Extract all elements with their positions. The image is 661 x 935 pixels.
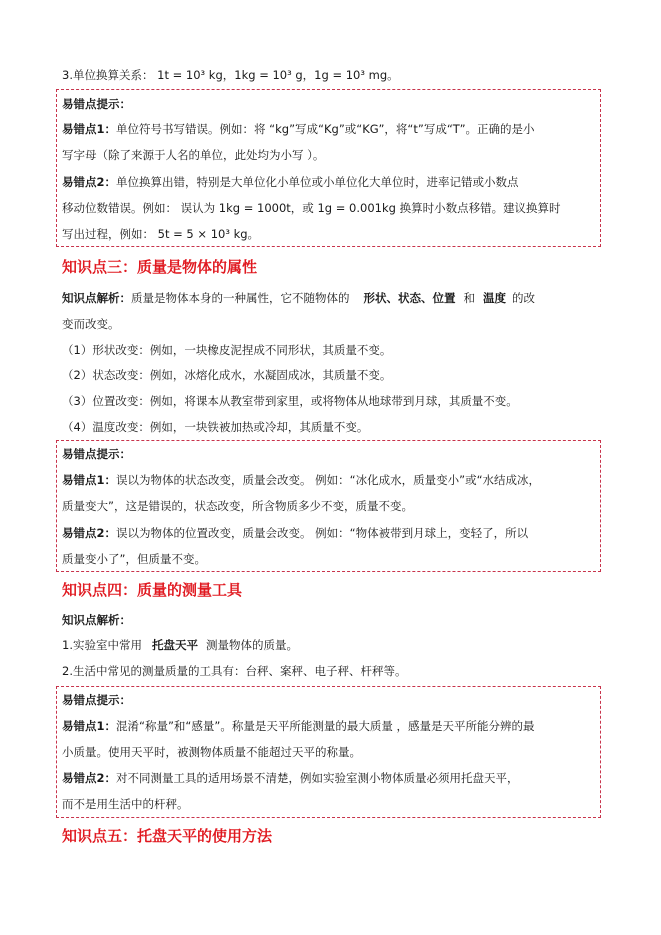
box3-point1-line2: 小质量。使用天平时，被测物体质量不能超过天平的称量。 [62, 745, 361, 759]
box1-point2-line2: 移动位数错误。例如： 误认为 1kg = 1000t，或 1g = 0.001kg 换算时小数点移错。建议换算时 [62, 201, 561, 215]
section3-analysis-line1: 知识点解析：质量是物体本身的一种属性，它不随物体的 形状、状态、位置 和 温度 的改 [62, 291, 535, 305]
box3-point2-line1: 易错点2：对不同测量工具的适用场景不清楚，例如实验室测小物体质量必须用托盘天平， [62, 771, 519, 785]
section4-item-2: 2.生活中常见的测量质量的工具有：台秤、案秤、电子秤、杆秤等。 [62, 664, 407, 678]
section3-item-1: （1）形状改变：例如，一块橡皮泥捏成不同形状，其质量不变。 [62, 343, 392, 357]
box2-title: 易错点提示： [62, 447, 131, 461]
section5-heading: 知识点五：托盘天平的使用方法 [62, 827, 273, 845]
box3-title: 易错点提示： [62, 693, 131, 707]
box2-point1-line2: 质量变大”，这是错误的，状态改变，所含物质多少不变，质量不变。 [62, 499, 413, 513]
box1-point2-line3: 写出过程，例如： 5t = 5 × 10³ kg。 [62, 227, 260, 241]
box2-point2-line2: 质量变小了”，但质量不变。 [62, 552, 206, 566]
unit-conversion-text: 3.单位换算关系： 1t = 10³ kg，1kg = 10³ g，1g = 10³ mg。 [62, 68, 399, 82]
section3-item-4: （4）温度改变：例如，一块铁被加热或冷却，其质量不变。 [62, 420, 369, 434]
box1-point2-line1: 易错点2：单位换算出错，特别是大单位化小单位或小单位化大单位时，进率记错或小数点 [62, 175, 519, 189]
box1-title: 易错点提示： [62, 97, 131, 111]
section4-heading: 知识点四：质量的测量工具 [62, 581, 243, 599]
box1-point1-line2: 写字母（除了来源于人名的单位，此处均为小写 ）。 [62, 148, 325, 162]
box2-point1-line1: 易错点1：误以为物体的状态改变，质量会改变。 例如：“冰化成水，质量变小”或“水结成冰， [62, 473, 541, 487]
box3-point1-line1: 易错点1：混淆“称量”和“感量”。称量是天平所能测量的最大质量 ，感量是天平所能分辨的最 [62, 719, 535, 733]
mistake-tip-box-1 [56, 89, 601, 247]
section4-analysis-label: 知识点解析： [62, 613, 131, 627]
box2-point2-line1: 易错点2：误以为物体的位置改变，质量会改变。 例如：“物体被带到月球上，变轻了，所以 [62, 526, 529, 540]
section3-heading: 知识点三：质量是物体的属性 [62, 258, 258, 276]
section4-item-1: 1.实验室中常用 托盘天平 测量物体的质量。 [62, 638, 298, 652]
box1-point1-line1: 易错点1：单位符号书写错误。例如：将 “kg”写成“Kg”或“KG”，将“t”写成“T”。正确的是小 [62, 122, 535, 136]
box3-point2-line2: 而不是用生活中的杆秤。 [62, 797, 189, 811]
section3-item-3: （3）位置改变：例如，将课本从教室带到家里，或将物体从地球带到月球，其质量不变。 [62, 394, 518, 408]
section3-item-2: （2）状态改变：例如，冰熔化成水，水凝固成冰，其质量不变。 [62, 368, 392, 382]
section3-analysis-line2: 变而改变。 [62, 317, 120, 331]
